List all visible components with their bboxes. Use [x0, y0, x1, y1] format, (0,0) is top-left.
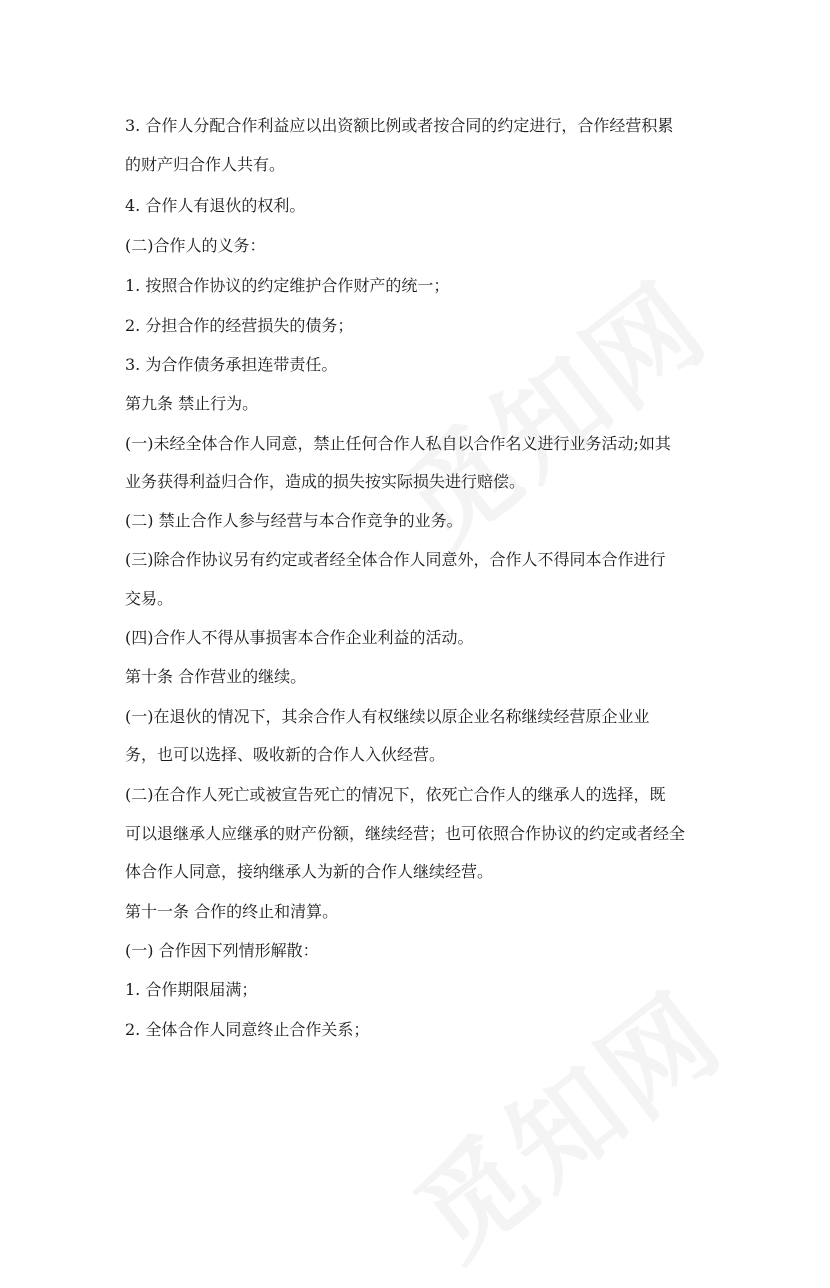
- text-line: 3. 合作人分配合作利益应以出资额比例或者按合同的约定进行，合作经营积累: [125, 116, 674, 135]
- text-line: 2. 分担合作的经营损失的债务；: [125, 316, 354, 335]
- text-line: (三)除合作协议另有约定或者经全体合作人同意外，合作人不得同本合作进行: [125, 550, 666, 569]
- text-line: (二)在合作人死亡或被宣告死亡的情况下，依死亡合作人的继承人的选择，既: [125, 785, 666, 804]
- section-heading: 第十条 合作营业的继续。: [125, 667, 307, 686]
- text-line: 4. 合作人有退伙的权利。: [125, 196, 306, 215]
- text-line: 1. 按照合作协议的约定维护合作财产的统一；: [125, 276, 450, 295]
- text-line: (四)合作人不得从事损害本合作企业利益的活动。: [125, 628, 474, 647]
- text-line: (一) 合作因下列情形解散：: [125, 941, 319, 960]
- section-heading: 第九条 禁止行为。: [125, 394, 259, 413]
- text-line: (二)合作人的义务：: [125, 236, 266, 255]
- text-line: 可以退继承人应继承的财产份额，继续经营；也可依照合作协议的约定或者经全: [125, 824, 686, 843]
- text-line: (二) 禁止合作人参与经营与本合作竞争的业务。: [125, 511, 463, 530]
- text-line: 交易。: [125, 589, 174, 608]
- text-line: 业务获得利益归合作，造成的损失按实际损失进行赔偿。: [125, 472, 526, 491]
- text-line: (一)未经全体合作人同意，禁止任何合作人私自以合作名义进行业务活动;如其: [125, 434, 671, 453]
- text-line: 2. 全体合作人同意终止合作关系；: [125, 1020, 370, 1039]
- text-line: (一)在退伙的情况下，其余合作人有权继续以原企业名称继续经营原企业业: [125, 707, 650, 726]
- text-line: 3. 为合作债务承担连带责任。: [125, 355, 338, 374]
- text-line: 1. 合作期限届满；: [125, 980, 258, 999]
- text-line: 的财产归合作人共有。: [125, 155, 286, 174]
- section-heading: 第十一条 合作的终止和清算。: [125, 902, 339, 921]
- watermark-bottom: [378, 950, 750, 1288]
- text-line: 务，也可以选择、吸收新的合作人入伙经营。: [125, 745, 446, 764]
- text-line: 体合作人同意，接纳继承人为新的合作人继续经营。: [125, 862, 494, 881]
